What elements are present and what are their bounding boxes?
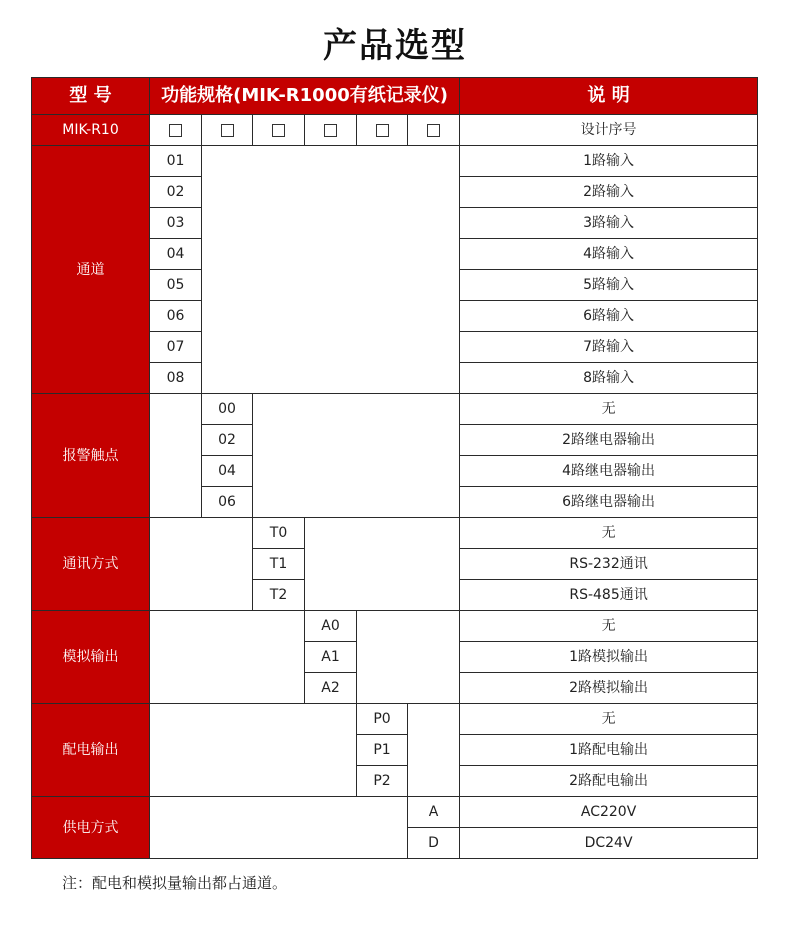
option-desc: 无 [460,611,758,642]
option-code: 08 [150,363,202,394]
spec-slot-2 [202,115,253,146]
option-desc: 2路配电输出 [460,766,758,797]
option-code: 04 [202,456,253,487]
option-code: 02 [202,425,253,456]
page-title: 产品选型 [323,26,467,66]
supply-label: 供电方式 [32,797,150,859]
spec-slot-5 [357,115,408,146]
model-selection-table [31,77,758,859]
option-desc: 无 [460,518,758,549]
spec-slot-3 [253,115,305,146]
analog-row [32,611,758,642]
option-code: 00 [202,394,253,425]
option-desc: 5路输入 [460,270,758,301]
option-code: 06 [150,301,202,332]
option-code: A2 [305,673,357,704]
option-code: 02 [150,177,202,208]
channel-label: 通道 [32,146,150,394]
blank-cell [150,611,305,704]
option-desc: 2路模拟输出 [460,673,758,704]
checkbox-icon [221,124,234,137]
option-desc: 8路输入 [460,363,758,394]
checkbox-icon [169,124,182,137]
option-code: 01 [150,146,202,177]
option-desc: 无 [460,394,758,425]
blank-cell [150,518,253,611]
option-desc: AC220V [460,797,758,828]
option-desc: 6路继电器输出 [460,487,758,518]
option-desc: 4路继电器输出 [460,456,758,487]
option-code: T2 [253,580,305,611]
spec-slot-6 [408,115,460,146]
option-desc: RS-485通讯 [460,580,758,611]
option-code: D [408,828,460,859]
header-spec: 功能规格(MIK-R1000有纸记录仪) [150,78,460,115]
option-desc: 1路模拟输出 [460,642,758,673]
blank-cell [408,704,460,797]
option-desc: 3路输入 [460,208,758,239]
option-code: 03 [150,208,202,239]
checkbox-icon [324,124,337,137]
blank-cell [150,394,202,518]
option-code: P0 [357,704,408,735]
comm-label: 通讯方式 [32,518,150,611]
option-code: T1 [253,549,305,580]
option-code: A0 [305,611,357,642]
option-code: A [408,797,460,828]
option-desc: 无 [460,704,758,735]
checkbox-icon [376,124,389,137]
supply-row [32,797,758,828]
comm-row [32,518,758,549]
option-desc: 2路继电器输出 [460,425,758,456]
blank-cell [305,518,460,611]
option-code: 05 [150,270,202,301]
option-code: P2 [357,766,408,797]
option-desc: 7路输入 [460,332,758,363]
blank-cell [202,146,460,394]
option-desc: 6路输入 [460,301,758,332]
option-code: T0 [253,518,305,549]
header-desc: 说 明 [460,78,758,115]
model-code: MIK-R10 [32,115,150,146]
spec-slot-1 [150,115,202,146]
option-desc: 1路配电输出 [460,735,758,766]
alarm-label: 报警触点 [32,394,150,518]
spec-slot-4 [305,115,357,146]
footnote: 注：配电和模拟量输出都占通道。 [62,874,288,892]
header-model: 型 号 [32,78,150,115]
option-desc: 4路输入 [460,239,758,270]
option-code: A1 [305,642,357,673]
analog-label: 模拟输出 [32,611,150,704]
option-desc: 1路输入 [460,146,758,177]
model-desc: 设计序号 [460,115,758,146]
option-code: 04 [150,239,202,270]
option-desc: RS-232通讯 [460,549,758,580]
option-code: 06 [202,487,253,518]
option-desc: 2路输入 [460,177,758,208]
option-code: P1 [357,735,408,766]
alarm-row [32,394,758,425]
blank-cell [357,611,460,704]
blank-cell [253,394,460,518]
header-row [32,78,758,115]
blank-cell [150,797,408,859]
checkbox-icon [272,124,285,137]
power-out-row [32,704,758,735]
blank-cell [150,704,357,797]
power-out-label: 配电输出 [32,704,150,797]
option-code: 07 [150,332,202,363]
checkbox-icon [427,124,440,137]
channel-row [32,146,758,177]
model-row [32,115,758,146]
option-desc: DC24V [460,828,758,859]
